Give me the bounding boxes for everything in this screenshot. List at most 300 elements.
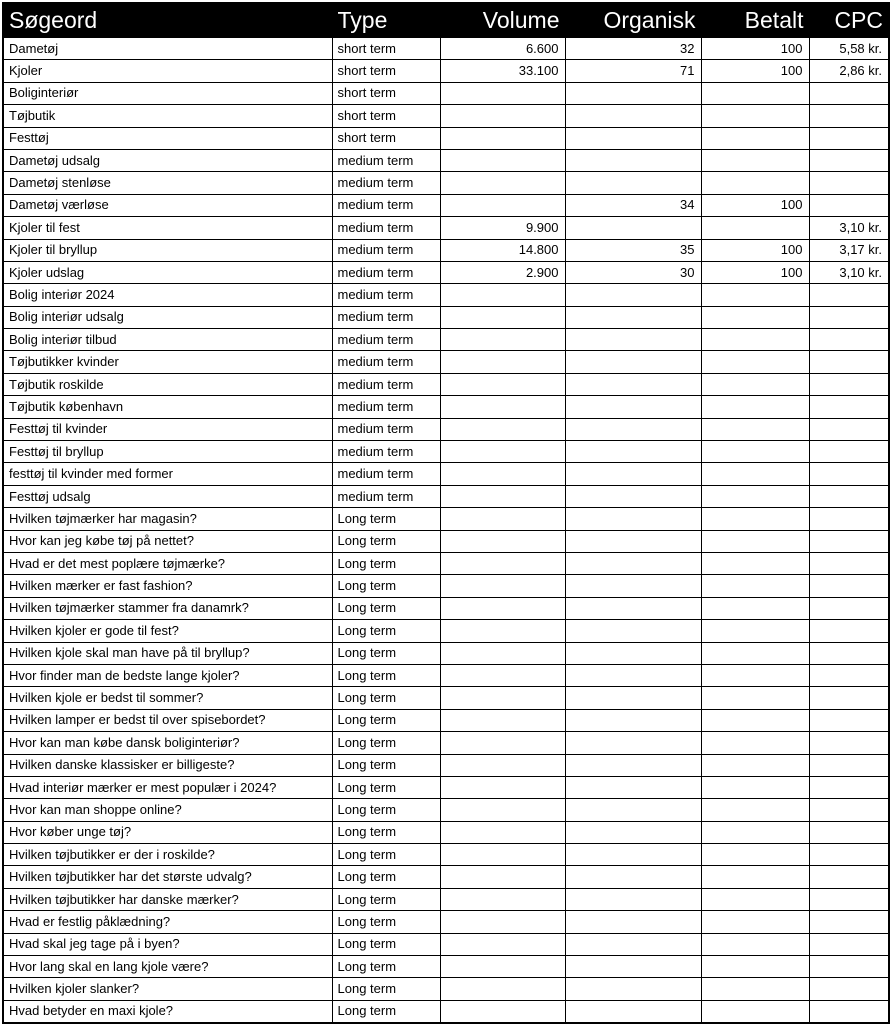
cell-volume[interactable]	[440, 463, 565, 485]
cell-organic[interactable]	[565, 754, 701, 776]
cell-type[interactable]: short term	[332, 60, 440, 82]
cell-type[interactable]: Long term	[332, 1000, 440, 1022]
cell-search-term[interactable]: Hvilken mærker er fast fashion?	[3, 575, 332, 597]
cell-paid[interactable]	[701, 105, 809, 127]
cell-search-term[interactable]: Dametøj stenløse	[3, 172, 332, 194]
header-search-term: Søgeord	[3, 3, 332, 38]
cell-paid[interactable]	[701, 217, 809, 239]
cell-paid[interactable]	[701, 911, 809, 933]
table-row	[3, 866, 889, 888]
cell-search-term[interactable]: Festtøj udsalg	[3, 485, 332, 507]
table-row	[3, 38, 889, 60]
cell-organic[interactable]	[565, 441, 701, 463]
table-row	[3, 418, 889, 440]
cell-cpc[interactable]	[809, 351, 889, 373]
cell-type[interactable]: medium term	[332, 418, 440, 440]
cell-organic[interactable]	[565, 105, 701, 127]
cell-search-term[interactable]: Kjoler	[3, 60, 332, 82]
cell-paid[interactable]	[701, 127, 809, 149]
cell-search-term[interactable]: Hvor kan man købe dansk boliginteriør?	[3, 732, 332, 754]
cell-cpc[interactable]	[809, 105, 889, 127]
cell-paid[interactable]	[701, 418, 809, 440]
cell-cpc[interactable]	[809, 732, 889, 754]
cell-type[interactable]: Long term	[332, 844, 440, 866]
cell-type[interactable]: medium term	[332, 485, 440, 507]
cell-organic[interactable]	[565, 776, 701, 798]
cell-search-term[interactable]: Hvad interiør mærker er mest populær i 2024?	[3, 776, 332, 798]
table-row	[3, 306, 889, 328]
cell-volume[interactable]	[440, 687, 565, 709]
table-body	[3, 38, 889, 1023]
cell-type[interactable]: medium term	[332, 351, 440, 373]
cell-type[interactable]: medium term	[332, 194, 440, 216]
cell-type[interactable]: Long term	[332, 575, 440, 597]
cell-search-term[interactable]: Hvilken tøjbutikker har det største udvalg?	[3, 866, 332, 888]
cell-search-term[interactable]: Boliginteriør	[3, 82, 332, 104]
cell-organic[interactable]: 35	[565, 239, 701, 261]
cell-paid[interactable]	[701, 664, 809, 686]
cell-cpc[interactable]	[809, 575, 889, 597]
cell-type[interactable]: Long term	[332, 799, 440, 821]
cell-organic[interactable]	[565, 732, 701, 754]
table-row	[3, 530, 889, 552]
cell-volume[interactable]	[440, 284, 565, 306]
cell-organic[interactable]	[565, 687, 701, 709]
cell-volume[interactable]	[440, 844, 565, 866]
header-organic: Organisk	[565, 3, 701, 38]
table-row	[3, 687, 889, 709]
cell-cpc[interactable]	[809, 821, 889, 843]
cell-paid[interactable]	[701, 732, 809, 754]
cell-type[interactable]: Long term	[332, 664, 440, 686]
cell-paid[interactable]	[701, 485, 809, 507]
cell-paid[interactable]	[701, 888, 809, 910]
cell-paid[interactable]	[701, 844, 809, 866]
table-row	[3, 194, 889, 216]
cell-paid[interactable]	[701, 956, 809, 978]
cell-search-term[interactable]: festtøj til kvinder med former	[3, 463, 332, 485]
cell-organic[interactable]	[565, 418, 701, 440]
table-row	[3, 508, 889, 530]
cell-cpc[interactable]	[809, 149, 889, 171]
cell-organic[interactable]	[565, 709, 701, 731]
cell-search-term[interactable]: Festtøj til bryllup	[3, 441, 332, 463]
cell-search-term[interactable]: Hvor køber unge tøj?	[3, 821, 332, 843]
cell-volume[interactable]: 9.900	[440, 217, 565, 239]
cell-type[interactable]: Long term	[332, 978, 440, 1000]
cell-type[interactable]: Long term	[332, 866, 440, 888]
cell-volume[interactable]	[440, 754, 565, 776]
cell-volume[interactable]	[440, 508, 565, 530]
cell-search-term[interactable]: Kjoler udslag	[3, 261, 332, 283]
cell-search-term[interactable]: Dametøj	[3, 38, 332, 60]
cell-search-term[interactable]: Kjoler til bryllup	[3, 239, 332, 261]
cell-search-term[interactable]: Bolig interiør 2024	[3, 284, 332, 306]
cell-volume[interactable]	[440, 329, 565, 351]
cell-cpc[interactable]	[809, 844, 889, 866]
cell-volume[interactable]	[440, 485, 565, 507]
cell-cpc[interactable]	[809, 127, 889, 149]
cell-paid[interactable]	[701, 620, 809, 642]
cell-type[interactable]: Long term	[332, 530, 440, 552]
cell-paid[interactable]	[701, 396, 809, 418]
cell-cpc[interactable]	[809, 552, 889, 574]
cell-volume[interactable]	[440, 575, 565, 597]
table-row	[3, 575, 889, 597]
cell-volume[interactable]	[440, 396, 565, 418]
cell-cpc[interactable]	[809, 597, 889, 619]
cell-type[interactable]: Long term	[332, 620, 440, 642]
cell-organic[interactable]	[565, 329, 701, 351]
cell-search-term[interactable]: Hvor lang skal en lang kjole være?	[3, 956, 332, 978]
cell-volume[interactable]	[440, 194, 565, 216]
cell-paid[interactable]	[701, 82, 809, 104]
cell-search-term[interactable]: Hvilken tøjbutikker har danske mærker?	[3, 888, 332, 910]
cell-type[interactable]: Long term	[332, 821, 440, 843]
cell-type[interactable]: medium term	[332, 441, 440, 463]
cell-paid[interactable]	[701, 575, 809, 597]
cell-search-term[interactable]: Hvilken tøjbutikker er der i roskilde?	[3, 844, 332, 866]
cell-organic[interactable]	[565, 463, 701, 485]
cell-organic[interactable]	[565, 799, 701, 821]
cell-organic[interactable]	[565, 127, 701, 149]
cell-search-term[interactable]: Tøjbutik	[3, 105, 332, 127]
cell-cpc[interactable]	[809, 866, 889, 888]
cell-type[interactable]: short term	[332, 105, 440, 127]
cell-paid[interactable]	[701, 799, 809, 821]
cell-type[interactable]: medium term	[332, 261, 440, 283]
header-cpc: CPC	[809, 3, 889, 38]
cell-search-term[interactable]: Hvilken kjole er bedst til sommer?	[3, 687, 332, 709]
cell-volume[interactable]	[440, 732, 565, 754]
cell-volume[interactable]: 2.900	[440, 261, 565, 283]
cell-organic[interactable]	[565, 172, 701, 194]
cell-organic[interactable]	[565, 933, 701, 955]
cell-organic[interactable]: 32	[565, 38, 701, 60]
cell-search-term[interactable]: Bolig interiør udsalg	[3, 306, 332, 328]
cell-type[interactable]: medium term	[332, 396, 440, 418]
cell-volume[interactable]	[440, 82, 565, 104]
table-row	[3, 105, 889, 127]
header-type: Type	[332, 3, 440, 38]
cell-volume[interactable]	[440, 373, 565, 395]
cell-paid[interactable]	[701, 552, 809, 574]
cell-type[interactable]: Long term	[332, 754, 440, 776]
cell-organic[interactable]	[565, 888, 701, 910]
cell-type[interactable]: medium term	[332, 217, 440, 239]
cell-search-term[interactable]: Hvilken tøjmærker har magasin?	[3, 508, 332, 530]
cell-organic[interactable]: 30	[565, 261, 701, 283]
cell-cpc[interactable]	[809, 418, 889, 440]
cell-organic[interactable]: 71	[565, 60, 701, 82]
cell-organic[interactable]	[565, 284, 701, 306]
cell-cpc[interactable]	[809, 463, 889, 485]
cell-organic[interactable]	[565, 597, 701, 619]
cell-paid[interactable]	[701, 441, 809, 463]
cell-organic[interactable]	[565, 664, 701, 686]
cell-paid[interactable]	[701, 351, 809, 373]
cell-volume[interactable]: 33.100	[440, 60, 565, 82]
cell-search-term[interactable]: Festtøj	[3, 127, 332, 149]
cell-cpc[interactable]: 3,10 kr.	[809, 217, 889, 239]
cell-cpc[interactable]	[809, 978, 889, 1000]
cell-cpc[interactable]	[809, 530, 889, 552]
cell-search-term[interactable]: Kjoler til fest	[3, 217, 332, 239]
table-row	[3, 620, 889, 642]
cell-volume[interactable]	[440, 441, 565, 463]
cell-paid[interactable]: 100	[701, 239, 809, 261]
cell-volume[interactable]	[440, 776, 565, 798]
table-row	[3, 127, 889, 149]
cell-volume[interactable]	[440, 821, 565, 843]
cell-volume[interactable]: 14.800	[440, 239, 565, 261]
cell-organic[interactable]	[565, 396, 701, 418]
cell-volume[interactable]	[440, 642, 565, 664]
cell-type[interactable]: Long term	[332, 776, 440, 798]
cell-cpc[interactable]: 3,10 kr.	[809, 261, 889, 283]
table-row	[3, 956, 889, 978]
table-row	[3, 239, 889, 261]
cell-paid[interactable]: 100	[701, 194, 809, 216]
cell-cpc[interactable]	[809, 687, 889, 709]
cell-organic[interactable]	[565, 530, 701, 552]
cell-organic[interactable]	[565, 575, 701, 597]
cell-search-term[interactable]: Hvor finder man de bedste lange kjoler?	[3, 664, 332, 686]
cell-type[interactable]: medium term	[332, 329, 440, 351]
cell-paid[interactable]	[701, 530, 809, 552]
cell-volume[interactable]	[440, 709, 565, 731]
cell-paid[interactable]	[701, 329, 809, 351]
cell-type[interactable]: Long term	[332, 911, 440, 933]
cell-paid[interactable]	[701, 709, 809, 731]
cell-type[interactable]: medium term	[332, 373, 440, 395]
cell-search-term[interactable]: Hvad er det mest poplære tøjmærke?	[3, 552, 332, 574]
cell-volume[interactable]	[440, 306, 565, 328]
cell-organic[interactable]	[565, 508, 701, 530]
table-row	[3, 821, 889, 843]
cell-type[interactable]: Long term	[332, 552, 440, 574]
cell-volume[interactable]	[440, 956, 565, 978]
cell-type[interactable]: Long term	[332, 687, 440, 709]
cell-volume[interactable]	[440, 933, 565, 955]
cell-organic[interactable]	[565, 821, 701, 843]
cell-type[interactable]: short term	[332, 38, 440, 60]
cell-organic[interactable]	[565, 217, 701, 239]
cell-volume[interactable]	[440, 172, 565, 194]
cell-organic[interactable]	[565, 306, 701, 328]
cell-volume[interactable]	[440, 127, 565, 149]
cell-cpc[interactable]	[809, 284, 889, 306]
cell-volume[interactable]	[440, 911, 565, 933]
cell-search-term[interactable]: Hvad skal jeg tage på i byen?	[3, 933, 332, 955]
cell-organic[interactable]	[565, 552, 701, 574]
table-row	[3, 329, 889, 351]
cell-paid[interactable]: 100	[701, 60, 809, 82]
cell-type[interactable]: medium term	[332, 463, 440, 485]
cell-search-term[interactable]: Tøjbutikker kvinder	[3, 351, 332, 373]
cell-organic[interactable]: 34	[565, 194, 701, 216]
cell-search-term[interactable]: Hvilken kjoler er gode til fest?	[3, 620, 332, 642]
cell-cpc[interactable]: 5,58 kr.	[809, 38, 889, 60]
cell-type[interactable]: short term	[332, 127, 440, 149]
cell-cpc[interactable]	[809, 508, 889, 530]
cell-cpc[interactable]	[809, 956, 889, 978]
cell-search-term[interactable]: Hvor kan man shoppe online?	[3, 799, 332, 821]
cell-cpc[interactable]	[809, 172, 889, 194]
table-row	[3, 754, 889, 776]
cell-type[interactable]: medium term	[332, 284, 440, 306]
cell-search-term[interactable]: Hvilken kjoler slanker?	[3, 978, 332, 1000]
cell-organic[interactable]	[565, 956, 701, 978]
table-row	[3, 463, 889, 485]
cell-cpc[interactable]	[809, 642, 889, 664]
cell-search-term[interactable]: Tøjbutik københavn	[3, 396, 332, 418]
cell-type[interactable]: medium term	[332, 149, 440, 171]
keyword-table	[2, 2, 890, 1024]
cell-volume[interactable]	[440, 552, 565, 574]
cell-cpc[interactable]	[809, 329, 889, 351]
cell-paid[interactable]	[701, 933, 809, 955]
cell-type[interactable]: Long term	[332, 732, 440, 754]
cell-paid[interactable]	[701, 978, 809, 1000]
cell-volume[interactable]	[440, 105, 565, 127]
cell-search-term[interactable]: Hvad er festlig påklædning?	[3, 911, 332, 933]
cell-organic[interactable]	[565, 485, 701, 507]
cell-organic[interactable]	[565, 866, 701, 888]
cell-paid[interactable]	[701, 172, 809, 194]
cell-volume[interactable]	[440, 530, 565, 552]
cell-type[interactable]: medium term	[332, 306, 440, 328]
cell-paid[interactable]	[701, 149, 809, 171]
cell-search-term[interactable]: Hvilken danske klassisker er billigeste?	[3, 754, 332, 776]
cell-cpc[interactable]	[809, 709, 889, 731]
cell-search-term[interactable]: Festtøj til kvinder	[3, 418, 332, 440]
cell-paid[interactable]	[701, 687, 809, 709]
cell-paid[interactable]	[701, 642, 809, 664]
cell-organic[interactable]	[565, 1000, 701, 1022]
cell-organic[interactable]	[565, 642, 701, 664]
cell-paid[interactable]	[701, 1000, 809, 1022]
table-row	[3, 441, 889, 463]
cell-paid[interactable]	[701, 776, 809, 798]
cell-organic[interactable]	[565, 620, 701, 642]
cell-cpc[interactable]	[809, 1000, 889, 1022]
table-row	[3, 284, 889, 306]
table-row	[3, 351, 889, 373]
table-row	[3, 776, 889, 798]
cell-volume[interactable]	[440, 664, 565, 686]
cell-cpc[interactable]	[809, 82, 889, 104]
table-row	[3, 664, 889, 686]
cell-search-term[interactable]: Bolig interiør tilbud	[3, 329, 332, 351]
cell-paid[interactable]	[701, 463, 809, 485]
cell-organic[interactable]	[565, 978, 701, 1000]
cell-search-term[interactable]: Hvilken kjole skal man have på til bryllup?	[3, 642, 332, 664]
cell-cpc[interactable]	[809, 485, 889, 507]
cell-volume[interactable]	[440, 351, 565, 373]
cell-cpc[interactable]	[809, 664, 889, 686]
cell-type[interactable]: Long term	[332, 888, 440, 910]
cell-paid[interactable]: 100	[701, 38, 809, 60]
cell-cpc[interactable]	[809, 194, 889, 216]
cell-type[interactable]: Long term	[332, 933, 440, 955]
cell-organic[interactable]	[565, 373, 701, 395]
cell-cpc[interactable]: 3,17 kr.	[809, 239, 889, 261]
cell-cpc[interactable]	[809, 911, 889, 933]
cell-organic[interactable]	[565, 149, 701, 171]
cell-search-term[interactable]: Hvor kan jeg købe tøj på nettet?	[3, 530, 332, 552]
cell-type[interactable]: Long term	[332, 597, 440, 619]
cell-search-term[interactable]: Tøjbutik roskilde	[3, 373, 332, 395]
cell-search-term[interactable]: Dametøj udsalg	[3, 149, 332, 171]
cell-organic[interactable]	[565, 844, 701, 866]
cell-paid[interactable]	[701, 508, 809, 530]
cell-volume[interactable]	[440, 1000, 565, 1022]
cell-search-term[interactable]: Hvad betyder en maxi kjole?	[3, 1000, 332, 1022]
table-header	[3, 3, 889, 38]
cell-search-term[interactable]: Hvilken lamper er bedst til over spisebordet?	[3, 709, 332, 731]
cell-cpc[interactable]	[809, 620, 889, 642]
cell-cpc[interactable]	[809, 396, 889, 418]
cell-type[interactable]: medium term	[332, 172, 440, 194]
table-row	[3, 709, 889, 731]
cell-volume[interactable]	[440, 799, 565, 821]
table-row	[3, 888, 889, 910]
cell-volume[interactable]	[440, 149, 565, 171]
table-row	[3, 844, 889, 866]
cell-cpc[interactable]	[809, 441, 889, 463]
cell-paid[interactable]	[701, 597, 809, 619]
cell-type[interactable]: Long term	[332, 642, 440, 664]
cell-cpc[interactable]	[809, 888, 889, 910]
cell-type[interactable]: short term	[332, 82, 440, 104]
cell-cpc[interactable]: 2,86 kr.	[809, 60, 889, 82]
cell-cpc[interactable]	[809, 799, 889, 821]
cell-organic[interactable]	[565, 911, 701, 933]
cell-volume[interactable]	[440, 866, 565, 888]
cell-search-term[interactable]: Hvilken tøjmærker stammer fra danamrk?	[3, 597, 332, 619]
cell-paid[interactable]	[701, 284, 809, 306]
cell-paid[interactable]	[701, 373, 809, 395]
cell-type[interactable]: Long term	[332, 508, 440, 530]
cell-volume[interactable]	[440, 620, 565, 642]
cell-paid[interactable]	[701, 306, 809, 328]
cell-type[interactable]: Long term	[332, 709, 440, 731]
table-row	[3, 1000, 889, 1022]
cell-type[interactable]: medium term	[332, 239, 440, 261]
cell-organic[interactable]	[565, 351, 701, 373]
cell-volume[interactable]	[440, 978, 565, 1000]
cell-organic[interactable]	[565, 82, 701, 104]
cell-volume[interactable]	[440, 418, 565, 440]
cell-volume[interactable]	[440, 597, 565, 619]
cell-type[interactable]: Long term	[332, 956, 440, 978]
cell-cpc[interactable]	[809, 933, 889, 955]
cell-paid[interactable]	[701, 866, 809, 888]
cell-cpc[interactable]	[809, 776, 889, 798]
cell-paid[interactable]	[701, 821, 809, 843]
cell-paid[interactable]: 100	[701, 261, 809, 283]
table-row	[3, 261, 889, 283]
cell-volume[interactable]: 6.600	[440, 38, 565, 60]
cell-cpc[interactable]	[809, 373, 889, 395]
cell-paid[interactable]	[701, 754, 809, 776]
cell-cpc[interactable]	[809, 306, 889, 328]
cell-search-term[interactable]: Dametøj værløse	[3, 194, 332, 216]
table-row	[3, 485, 889, 507]
cell-volume[interactable]	[440, 888, 565, 910]
cell-cpc[interactable]	[809, 754, 889, 776]
